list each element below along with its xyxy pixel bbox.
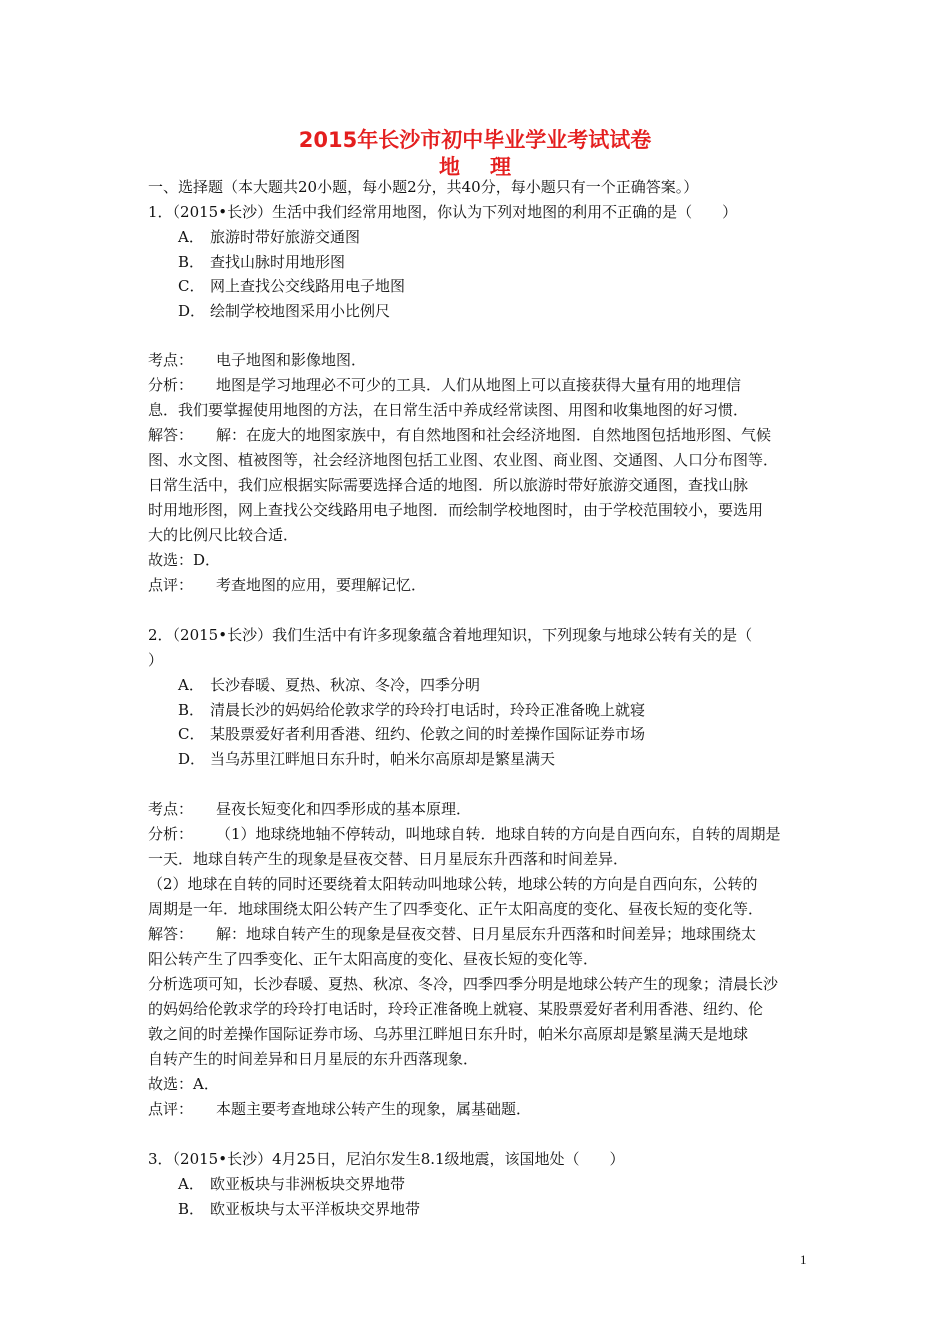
- q3-stem: 3．（2015•长沙）4月25日，尼泊尔发生8.1级地震，该国地处（ ）: [148, 1150, 625, 1168]
- option-text: 欧亚板块与太平洋板块交界地带: [210, 1200, 421, 1218]
- option-text: 欧亚板块与非洲板块交界地带: [210, 1175, 406, 1193]
- option-letter: A．: [178, 1175, 204, 1193]
- jieda-label: 解答：: [148, 925, 194, 943]
- q1-fenxi-1: [148, 375, 808, 395]
- q2-jieda-6: 自转产生的时间差异和日月星辰的东升西落现象．: [148, 1050, 479, 1068]
- fenxi-text: 地图是学习地理必不可少的工具．人们从地图上可以直接获得大量有用的地理信: [216, 376, 742, 394]
- section-intro: 一、选择题（本大题共20小题，每小题2分，共40分，每小题只有一个正确答案。）: [148, 178, 699, 196]
- kaodian-label: 考点：: [148, 351, 194, 369]
- q3-option-b: [178, 1199, 838, 1219]
- option-text: 当乌苏里江畔旭日东升时，帕米尔高原却是繁星满天: [210, 750, 556, 768]
- q1-jieda-2: 图、水文图、植被图等，社会经济地图包括工业图、农业图、商业图、交通图、人口分布图等．: [148, 451, 779, 469]
- q2-option-d: [178, 749, 838, 769]
- option-letter: C．: [178, 277, 205, 295]
- q2-option-c: [178, 724, 838, 744]
- q1-jieda-5: 大的比例尺比较合适．: [148, 526, 299, 544]
- exam-title: 2015年长沙市初中毕业学业考试试卷: [298, 128, 652, 152]
- dianping-label: 点评：: [148, 576, 194, 594]
- q2-fenxi-3: （2）地球在自转的同时还要绕着太阳转动叫地球公转，地球公转的方向是自西向东，公转的: [148, 875, 758, 893]
- q1-jieda-1: [148, 425, 808, 445]
- q2-jieda-4: 的妈妈给伦敦求学的玲玲打电话时，玲玲正准备晚上就寝、某股票爱好者利用香港、纽约、伦: [148, 1000, 764, 1018]
- dianping-text: 考查地图的应用，要理解记忆．: [216, 576, 427, 594]
- dianping-text: 本题主要考查地球公转产生的现象，属基础题．: [216, 1100, 532, 1118]
- q2-jieda-3: 分析选项可知，长沙春暖、夏热、秋凉、冬冷，四季四季分明是地球公转产生的现象；清晨长沙: [148, 975, 779, 993]
- page-number: 1: [800, 1252, 807, 1267]
- jieda-text: 解：在庞大的地图家族中，有自然地图和社会经济地图．自然地图包括地形图、气候: [216, 426, 772, 444]
- option-text: 旅游时带好旅游交通图: [210, 228, 361, 246]
- fenxi-label: 分析：: [148, 825, 194, 843]
- q1-fenxi-2: 息．我们要掌握使用地图的方法，在日常生活中养成经常读图、用图和收集地图的好习惯．: [148, 401, 749, 419]
- q2-fenxi-2: 一天．地球自转产生的现象是昼夜交替、日月星辰东升西落和时间差异．: [148, 850, 629, 868]
- q1-kaodian: [148, 350, 808, 370]
- option-letter: A．: [178, 228, 204, 246]
- option-text: 网上查找公交线路用电子地图: [210, 277, 406, 295]
- option-letter: D．: [178, 302, 206, 320]
- q2-kaodian: [148, 799, 808, 819]
- q1-jieda-4: 时用地形图，网上查找公交线路用电子地图．而绘制学校地图时，由于学校范围较小，要选用: [148, 501, 764, 519]
- q1-stem: 1．（2015•长沙）生活中我们经常用地图，你认为下列对地图的利用不正确的是（ ）: [148, 203, 738, 221]
- option-letter: D．: [178, 750, 206, 768]
- jieda-text: 解：地球自转产生的现象是昼夜交替、日月星辰东升西落和时间差异；地球围绕太: [216, 925, 757, 943]
- q2-stem-1: 2．（2015•长沙）我们生活中有许多现象蕴含着地理知识，下列现象与地球公转有关的是（: [148, 626, 753, 644]
- option-letter: B．: [178, 701, 205, 719]
- option-letter: B．: [178, 253, 205, 271]
- option-text: 长沙春暖、夏热、秋凉、冬冷，四季分明: [210, 676, 481, 694]
- q2-jieda-1: [148, 924, 808, 944]
- q2-option-b: [178, 700, 838, 720]
- q1-option-a: [178, 227, 838, 247]
- option-text: 绘制学校地图采用小比例尺: [210, 302, 391, 320]
- q1-answer: 故选：D．: [148, 551, 221, 569]
- option-letter: A．: [178, 676, 204, 694]
- option-text: 查找山脉时用地形图: [210, 253, 346, 271]
- q2-option-a: [178, 675, 838, 695]
- q1-jieda-3: 日常生活中，我们应根据实际需要选择合适的地图．所以旅游时带好旅游交通图，查找山脉: [148, 476, 749, 494]
- kaodian-text: 昼夜长短变化和四季形成的基本原理．: [216, 800, 472, 818]
- fenxi-text: （1）地球绕地轴不停转动，叫地球自转．地球自转的方向是自西向东，自转的周期是: [216, 825, 781, 843]
- option-letter: C．: [178, 725, 205, 743]
- q1-option-d: [178, 301, 838, 321]
- q2-fenxi-1: [148, 824, 808, 844]
- subject-title: 地理: [439, 155, 541, 179]
- option-text: 某股票爱好者利用香港、纽约、伦敦之间的时差操作国际证券市场: [210, 725, 646, 743]
- option-text: 清晨长沙的妈妈给伦敦求学的玲玲打电话时，玲玲正准备晚上就寝: [210, 701, 646, 719]
- q3-option-a: [178, 1174, 838, 1194]
- q1-option-b: [178, 252, 838, 272]
- q2-fenxi-4: 周期是一年．地球围绕太阳公转产生了四季变化、正午太阳高度的变化、昼夜长短的变化等．: [148, 900, 764, 918]
- kaodian-label: 考点：: [148, 800, 194, 818]
- q2-jieda-2: 阳公转产生了四季变化、正午太阳高度的变化、昼夜长短的变化等．: [148, 950, 599, 968]
- q1-option-c: [178, 276, 838, 296]
- jieda-label: 解答：: [148, 426, 194, 444]
- fenxi-label: 分析：: [148, 376, 194, 394]
- option-letter: B．: [178, 1200, 205, 1218]
- kaodian-text: 电子地图和影像地图．: [216, 351, 367, 369]
- q2-stem-2: ）: [148, 651, 164, 669]
- q2-answer: 故选：A．: [148, 1075, 219, 1093]
- dianping-label: 点评：: [148, 1100, 194, 1118]
- q1-dianping: [148, 575, 808, 595]
- q2-dianping: [148, 1099, 808, 1119]
- q2-jieda-5: 敦之间的时差操作国际证券市场、乌苏里江畔旭日东升时，帕米尔高原却是繁星满天是地球: [148, 1025, 749, 1043]
